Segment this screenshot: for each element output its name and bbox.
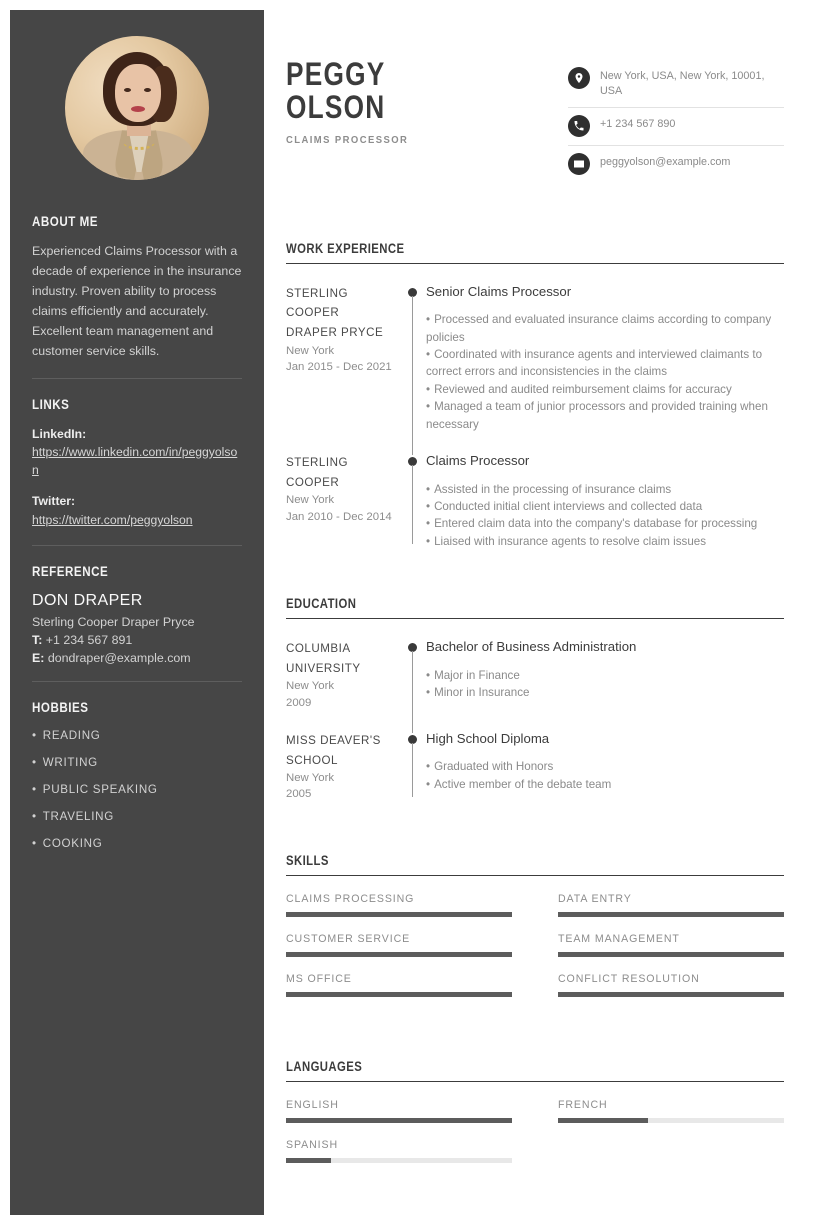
entry-dates: Jan 2015 - Dec 2021 (286, 361, 392, 374)
job-title: CLAIMS PROCESSOR (286, 133, 409, 146)
hobby-item (32, 729, 242, 742)
bullet-icon: • (32, 783, 37, 797)
work-experience-heading: WORK EXPERIENCE (286, 240, 405, 256)
skills-heading: SKILLS (286, 852, 329, 868)
skill-bar-item (286, 1139, 512, 1165)
hobby-item (32, 810, 242, 823)
skill-bar-track (286, 912, 512, 917)
skills-grid (286, 893, 784, 999)
reference-heading: REFERENCE (32, 564, 109, 580)
skill-bar-track (286, 992, 512, 997)
contact-phone (568, 108, 784, 146)
divider (286, 263, 784, 264)
entry-bullet (426, 346, 784, 381)
skill-bar-item (286, 973, 512, 999)
contact-location-text: New York, USA, New York, 10001, USA (600, 70, 765, 97)
skill-bar-fill (558, 952, 784, 957)
entry-bullet-list (426, 311, 784, 433)
entry-bullet (426, 667, 784, 684)
skill-bar-label: SPANISH (286, 1138, 339, 1151)
skill-bar-fill (558, 1118, 648, 1123)
twitter-label: Twitter: (32, 494, 76, 509)
about-me-section (32, 180, 242, 378)
timeline-line (412, 743, 413, 797)
entry-meta (286, 731, 400, 803)
about-me-text: Experienced Claims Processor with a decade of experience in the insurance industry. Proven ability to process claims efficiently and accurately. Excellent team management and customer service skills. (32, 244, 242, 359)
skill-bar-fill (286, 1158, 331, 1163)
timeline-entry (286, 639, 784, 711)
entry-bullet (426, 381, 784, 398)
timeline-marker (400, 731, 426, 803)
entry-bullet-text: Entered claim data into the company's database for processing (434, 517, 758, 531)
bullet-icon: • (32, 756, 37, 770)
timeline-entry (286, 453, 784, 550)
skill-bar-item (558, 933, 784, 959)
entry-organization: STERLING COOPER (286, 456, 348, 489)
skills-section (286, 853, 784, 999)
timeline-line (412, 296, 413, 455)
bullet-icon: • (426, 685, 431, 699)
skill-bar-fill (286, 1118, 512, 1123)
languages-section (286, 1059, 784, 1165)
location-pin-icon (568, 67, 590, 89)
entry-body (426, 453, 784, 550)
timeline-marker (400, 453, 426, 550)
bullet-icon: • (426, 534, 431, 548)
entry-organization: STERLING COOPER DRAPER PRYCE (286, 286, 384, 340)
skill-bar-track (558, 912, 784, 917)
hobby-item (32, 837, 242, 850)
contact-email-text: peggyolson@example.com (600, 155, 731, 168)
contact-list (568, 48, 784, 183)
bullet-icon: • (32, 837, 37, 851)
name-block (286, 48, 422, 146)
hobby-label: TRAVELING (42, 810, 114, 824)
skill-bar-fill (286, 952, 512, 957)
sidebar (10, 10, 264, 1215)
skill-bar-item (286, 893, 512, 919)
skill-bar-label: CONFLICT RESOLUTION (558, 972, 700, 985)
skill-bar-item (558, 973, 784, 999)
entry-bullet-text: Assisted in the processing of insurance claims (434, 482, 672, 496)
entry-organization: MISS DEAVER'S SCHOOL (286, 733, 381, 767)
bullet-icon: • (426, 348, 431, 362)
education-section (286, 596, 784, 803)
hobby-label: READING (42, 729, 101, 743)
entry-location: New York (286, 494, 335, 507)
entry-meta (286, 453, 400, 550)
entry-bullet (426, 533, 784, 550)
twitter-url[interactable]: https://twitter.com/peggyolson (32, 512, 193, 527)
entry-bullet (426, 398, 784, 433)
timeline-marker (400, 284, 426, 433)
reference-email-label: E: (32, 651, 45, 666)
entry-location: New York (286, 772, 335, 785)
phone-icon (568, 115, 590, 137)
entry-bullet (426, 481, 784, 498)
entry-dates: 2005 (286, 788, 312, 801)
bullet-icon: • (426, 517, 431, 531)
entry-dates: Jan 2010 - Dec 2014 (286, 510, 392, 523)
entry-bullet (426, 515, 784, 532)
entry-body (426, 731, 784, 803)
skill-bar-fill (558, 912, 784, 917)
last-name: OLSON (286, 89, 386, 126)
languages-grid (286, 1099, 784, 1165)
bullet-icon: • (426, 668, 431, 682)
entry-bullet-text: Conducted initial client interviews and collected data (434, 499, 703, 513)
bullet-icon: • (426, 777, 431, 791)
entry-bullet-list (426, 758, 784, 793)
skill-bar-fill (286, 992, 512, 997)
entry-meta (286, 639, 400, 711)
divider (286, 875, 784, 876)
reference-phone-value: +1 234 567 891 (45, 633, 133, 648)
main-content (264, 0, 814, 1227)
entry-meta (286, 284, 400, 433)
skill-bar-fill (558, 992, 784, 997)
skill-bar-label: FRENCH (558, 1098, 608, 1111)
education-entry-list (286, 639, 784, 803)
entry-bullet-text: Liaised with insurance agents to resolve claim issues (434, 534, 707, 548)
skill-bar-label: MS OFFICE (286, 972, 352, 985)
entry-organization: COLUMBIA UNIVERSITY (286, 642, 361, 675)
resume-header (286, 48, 784, 183)
link-item-linkedin[interactable] (32, 425, 242, 480)
reference-name: DON DRAPER (32, 592, 143, 610)
entry-location: New York (286, 680, 335, 693)
reference-email-value: dondraper@example.com (47, 651, 191, 666)
bullet-icon: • (426, 499, 431, 513)
entry-role: High School Diploma (426, 730, 550, 746)
hobby-item (32, 756, 242, 769)
timeline-line (412, 465, 413, 544)
skill-bar-item (558, 1099, 784, 1125)
entry-bullet-text: Major in Finance (434, 668, 520, 682)
entry-bullet (426, 684, 784, 701)
reference-phone-label: T: (32, 633, 43, 648)
links-section (32, 379, 242, 545)
work-experience-section (286, 241, 784, 550)
skill-bar-track (558, 1118, 784, 1123)
contact-email (568, 146, 784, 183)
linkedin-label: LinkedIn: (32, 426, 87, 441)
skill-bar-track (286, 952, 512, 957)
work-entry-list (286, 284, 784, 550)
hobby-label: PUBLIC SPEAKING (42, 783, 158, 797)
entry-location: New York (286, 344, 335, 357)
entry-role: Senior Claims Processor (426, 283, 572, 299)
entry-bullet-text: Active member of the debate team (434, 777, 612, 791)
skill-bar-track (558, 952, 784, 957)
entry-bullet (426, 758, 784, 775)
entry-bullet-text: Processed and evaluated insurance claims according to company policies (426, 313, 772, 344)
skill-bar-label: ENGLISH (286, 1098, 339, 1111)
timeline-entry (286, 731, 784, 803)
entry-body (426, 284, 784, 433)
entry-bullet (426, 311, 784, 346)
entry-bullet (426, 776, 784, 793)
skill-bar-label: CLAIMS PROCESSING (286, 892, 415, 905)
skill-bar-item (286, 1099, 512, 1125)
first-name: PEGGY (286, 56, 386, 92)
links-heading: LINKS (32, 396, 70, 412)
skill-bar-track (558, 992, 784, 997)
contact-location (568, 60, 784, 108)
education-heading: EDUCATION (286, 596, 357, 612)
divider (286, 1081, 784, 1082)
bullet-icon: • (426, 400, 431, 414)
hobbies-list (32, 729, 242, 850)
skill-bar-fill (286, 912, 512, 917)
entry-bullet-text: Coordinated with insurance agents and interviewed claimants to correct errors and inconsistencies in the claims (426, 348, 763, 379)
entry-role: Bachelor of Business Administration (426, 639, 637, 655)
bullet-icon: • (426, 382, 431, 396)
entry-bullet-list (426, 667, 784, 702)
entry-dates: 2009 (286, 696, 312, 709)
reference-company: Sterling Cooper Draper Pryce (32, 615, 195, 630)
linkedin-url[interactable]: https://www.linkedin.com/in/peggyolson (32, 444, 238, 478)
skill-bar-item (286, 933, 512, 959)
skill-bar-track (286, 1118, 512, 1123)
entry-bullet-text: Minor in Insurance (434, 685, 530, 699)
entry-bullet-list (426, 481, 784, 551)
about-me-heading: ABOUT ME (32, 214, 99, 229)
reference-section (32, 546, 242, 681)
entry-body (426, 639, 784, 711)
entry-bullet (426, 498, 784, 515)
hobby-item (32, 783, 242, 796)
skill-bar-label: TEAM MANAGEMENT (558, 932, 680, 945)
reference-phone (32, 633, 242, 647)
hobbies-heading: HOBBIES (32, 700, 89, 716)
hobby-label: COOKING (42, 837, 103, 851)
entry-role: Claims Processor (426, 453, 530, 469)
languages-heading: LANGUAGES (286, 1058, 363, 1074)
avatar (65, 36, 209, 180)
divider (286, 618, 784, 619)
link-item-twitter[interactable] (32, 492, 242, 529)
bullet-icon: • (426, 760, 431, 774)
hobbies-section (32, 682, 242, 866)
timeline-entry (286, 284, 784, 433)
entry-bullet-text: Graduated with Honors (434, 760, 554, 774)
contact-phone-text: +1 234 567 890 (600, 117, 676, 130)
skill-bar-label: DATA ENTRY (558, 892, 632, 905)
hobby-label: WRITING (42, 756, 98, 770)
entry-bullet-text: Reviewed and audited reimbursement claims for accuracy (434, 382, 732, 396)
skill-bar-label: CUSTOMER SERVICE (286, 932, 411, 945)
bullet-icon: • (32, 810, 37, 824)
timeline-marker (400, 639, 426, 711)
entry-bullet-text: Managed a team of junior processors and provided training when necessary (426, 400, 768, 431)
bullet-icon: • (426, 482, 431, 496)
skill-bar-track (286, 1158, 512, 1163)
reference-email (32, 651, 242, 665)
bullet-icon: • (426, 313, 431, 327)
bullet-icon: • (32, 729, 37, 743)
timeline-line (412, 651, 413, 733)
skill-bar-item (558, 893, 784, 919)
envelope-icon (568, 153, 590, 175)
